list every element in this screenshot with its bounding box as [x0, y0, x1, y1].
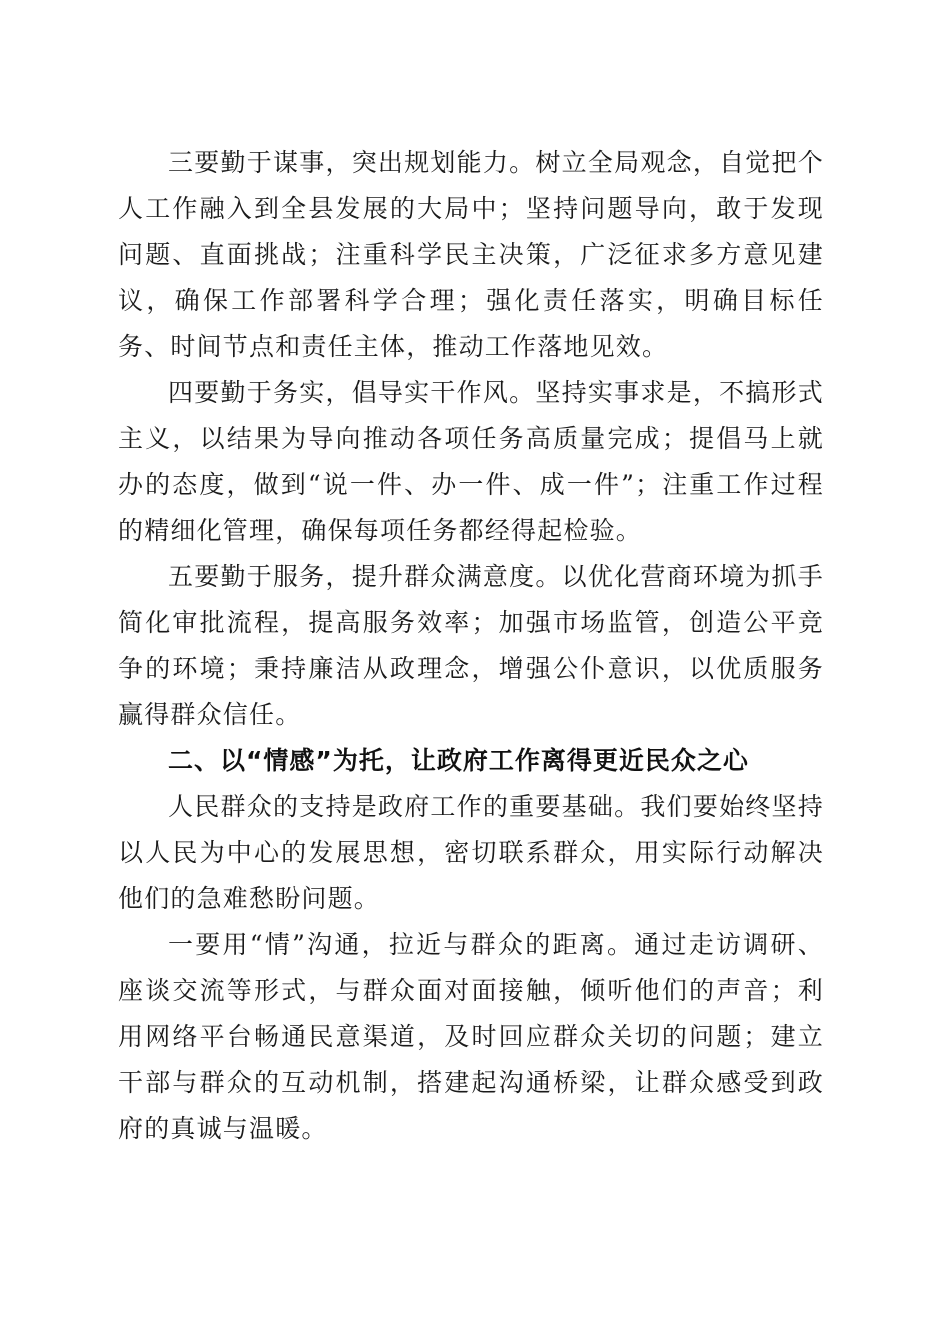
paragraph-service: 五要勤于服务，提升群众满意度。以优化营商环境为抓手简化审批流程，提高服务效率；加强市场监管，创造公平竞争的环境；秉持廉洁从政理念，增强公仆意识，以优质服务赢得群众信任。	[118, 562, 824, 729]
document-body	[118, 140, 824, 1152]
paragraph-intro: 人民群众的支持是政府工作的重要基础。我们要始终坚持以人民为中心的发展思想，密切联系群众，用实际行动解决他们的急难愁盼问题。	[118, 792, 824, 913]
paragraph-plan: 三要勤于谋事，突出规划能力。树立全局观念，自觉把个人工作融入到全县发展的大局中；坚持问题导向，敢于发现问题、直面挑战；注重科学民主决策，广泛征求多方意见建议，确保工作部署科学合理；强化责任落实，明确目标任务、时间节点和责任主体，推动工作落地见效。	[118, 148, 824, 361]
paragraph-communication: 一要用“情”沟通，拉近与群众的距离。通过走访调研、座谈交流等形式，与群众面对面接触，倾听他们的声音；利用网络平台畅通民意渠道，及时回应群众关切的问题；建立干部与群众的互动机制，搭建起沟通桥梁，让群众感受到政府的真诚与温暖。	[118, 930, 824, 1143]
paragraph-pragmatic: 四要勤于务实，倡导实干作风。坚持实事求是，不搞形式主义，以结果为导向推动各项任务高质量完成；提倡马上就办的态度，做到“说一件、办一件、成一件”；注重工作过程的精细化管理，确保每项任务都经得起检验。	[118, 378, 824, 545]
section-heading: 二、以“情感”为托，让政府工作离得更近民众之心	[168, 746, 749, 775]
